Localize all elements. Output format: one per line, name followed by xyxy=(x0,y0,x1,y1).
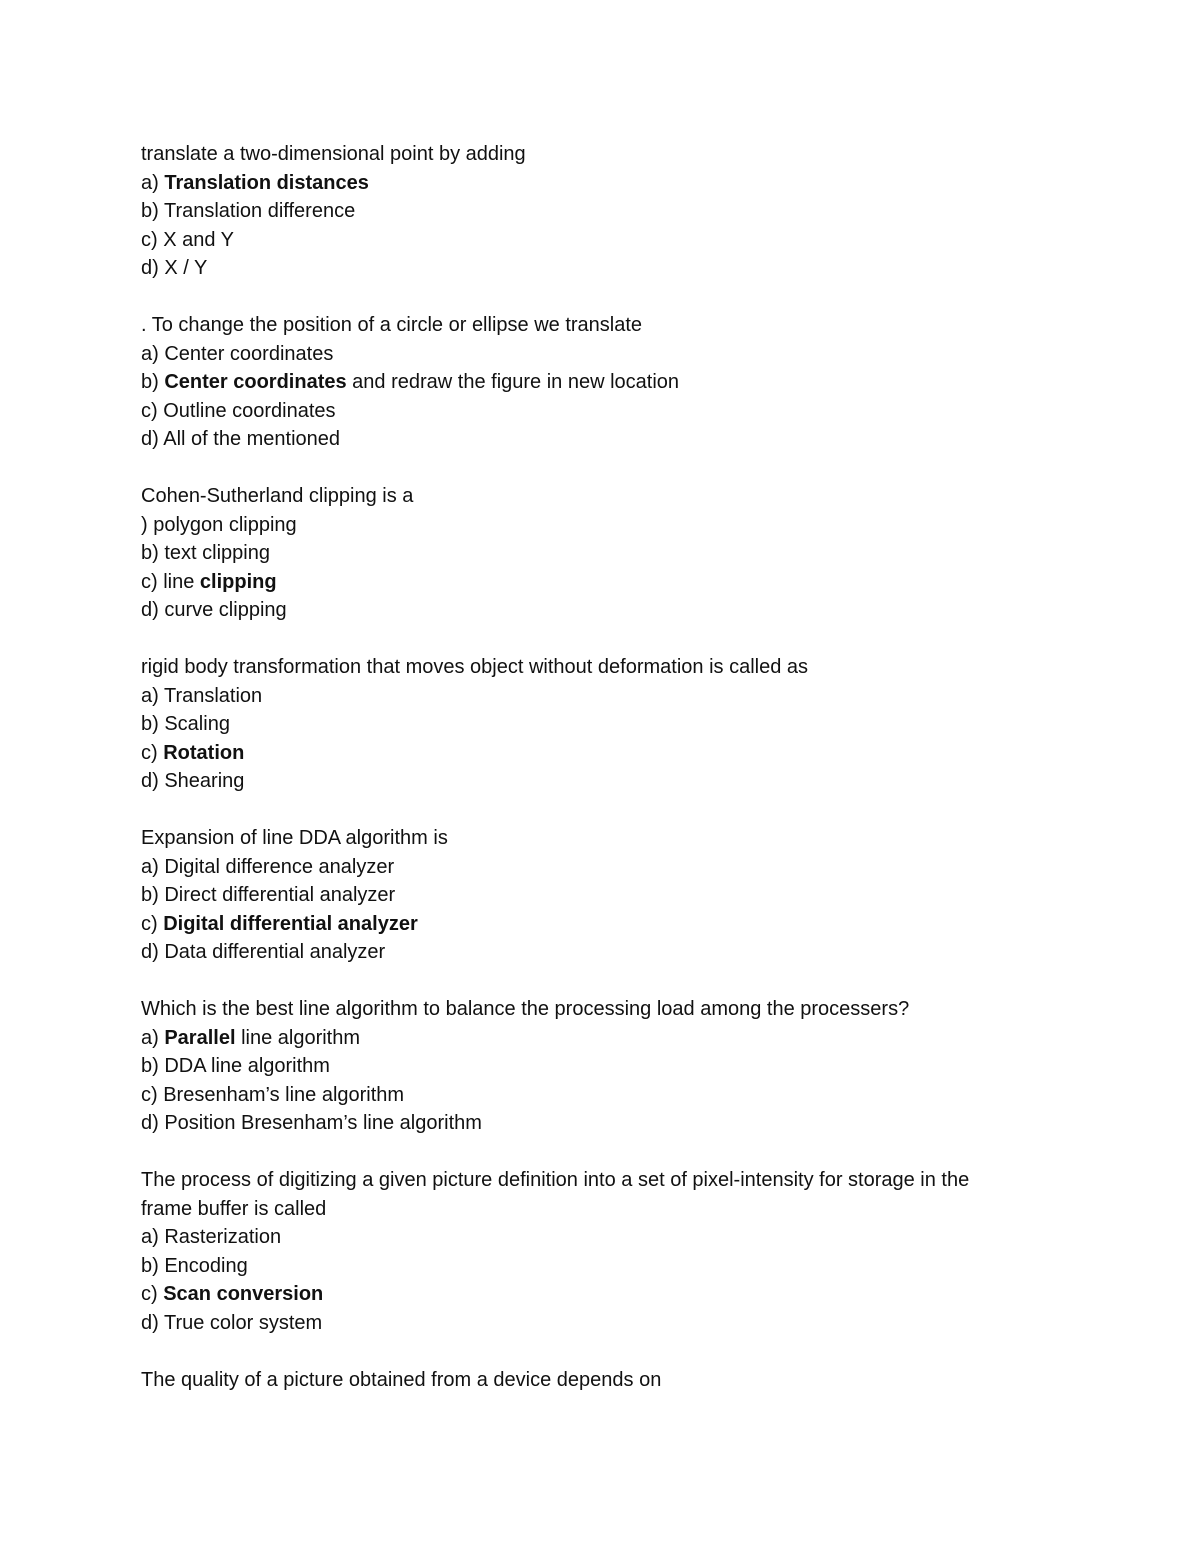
option-prefix: d) xyxy=(141,941,165,963)
option-prefix: b) xyxy=(141,542,165,564)
option-answer-bold: Translation distances xyxy=(164,171,369,194)
option-prefix: ) xyxy=(141,513,154,536)
option-d xyxy=(141,1309,1061,1338)
option-prefix: c) xyxy=(141,1083,164,1106)
option-b xyxy=(141,1052,1061,1081)
option-prefix: c) line xyxy=(141,570,200,593)
option-prefix: d) xyxy=(141,428,164,450)
option-text: Shearing xyxy=(164,770,245,792)
option-answer-bold: Scan conversion xyxy=(163,1283,324,1305)
option-text: Digital difference analyzer xyxy=(164,855,395,878)
option-text: Center coordinates xyxy=(164,342,334,365)
option-c xyxy=(141,226,1061,255)
option-prefix: a) xyxy=(141,171,165,194)
option-c xyxy=(141,739,1061,768)
option-prefix: b) xyxy=(141,884,165,906)
option-prefix: a) xyxy=(141,855,165,878)
question-text: rigid body transformation that moves object without deformation is called as xyxy=(141,656,809,678)
option-prefix: b) xyxy=(141,713,165,735)
option-c xyxy=(141,910,1061,939)
option-prefix: c) xyxy=(141,912,164,935)
option-text: X / Y xyxy=(164,257,208,279)
option-prefix: a) xyxy=(141,342,165,365)
option-text: Bresenham’s line algorithm xyxy=(163,1083,405,1106)
option-text: and redraw the figure in new location xyxy=(346,371,680,393)
option-text: True color system xyxy=(163,1311,323,1334)
option-text: polygon clipping xyxy=(153,513,297,536)
option-prefix: c) xyxy=(141,1283,164,1305)
question-text: Cohen-Sutherland clipping is a xyxy=(141,485,414,507)
question-text: The quality of a picture obtained from a device depends on xyxy=(141,1368,662,1391)
option-prefix: b) xyxy=(141,1055,165,1077)
option-b xyxy=(141,197,1061,226)
option-prefix: d) xyxy=(141,599,165,621)
option-prefix: c) xyxy=(141,741,164,764)
option-text: curve clipping xyxy=(164,599,287,621)
option-a xyxy=(141,1223,1061,1252)
option-answer-bold: Rotation xyxy=(163,741,245,764)
option-text: X and Y xyxy=(163,228,235,251)
option-text: line algorithm xyxy=(235,1026,361,1049)
option-a xyxy=(141,1024,1061,1053)
option-a xyxy=(141,682,1061,711)
question-1 xyxy=(141,140,1061,283)
option-a xyxy=(141,340,1061,369)
option-c xyxy=(141,568,1061,597)
option-a xyxy=(141,853,1061,882)
option-prefix: a) xyxy=(141,684,164,707)
option-prefix: d) xyxy=(141,770,165,792)
option-prefix: c) xyxy=(141,228,164,251)
option-a xyxy=(141,511,1061,540)
option-d xyxy=(141,1109,1061,1138)
option-b xyxy=(141,710,1061,739)
option-answer-bold: Center coordinates xyxy=(164,371,347,393)
option-answer-bold: clipping xyxy=(199,570,277,593)
option-prefix: d) xyxy=(141,1112,165,1134)
question-3 xyxy=(141,482,1061,625)
option-d xyxy=(141,596,1061,625)
option-prefix: b) xyxy=(141,200,164,222)
option-text: Scaling xyxy=(164,713,230,735)
question-text-line-1: The process of digitizing a given picture definition into a set of pixel-intensity for storage in the xyxy=(141,1169,970,1191)
question-2 xyxy=(141,311,1061,454)
option-answer-bold: Digital differential analyzer xyxy=(163,912,418,935)
option-text: Position Bresenham’s line algorithm xyxy=(164,1112,482,1134)
option-prefix: b) xyxy=(141,1254,165,1277)
option-b xyxy=(141,368,1061,397)
option-text: Direct differential analyzer xyxy=(164,884,396,906)
option-text: Translation difference xyxy=(163,200,356,222)
option-d xyxy=(141,767,1061,796)
option-b xyxy=(141,881,1061,910)
option-prefix: a) xyxy=(141,1026,165,1049)
question-4 xyxy=(141,653,1061,796)
option-text: All of the mentioned xyxy=(163,428,341,450)
option-prefix: d) xyxy=(141,1311,164,1334)
option-text: Data differential analyzer xyxy=(164,941,386,963)
option-d xyxy=(141,938,1061,967)
document-page xyxy=(141,140,1061,1423)
option-text: Rasterization xyxy=(164,1226,282,1248)
question-text: Which is the best line algorithm to balance the processing load among the processers? xyxy=(141,998,910,1020)
question-5 xyxy=(141,824,1061,967)
option-prefix: b) xyxy=(141,371,165,393)
option-answer-bold: Parallel xyxy=(164,1026,236,1049)
option-prefix: d) xyxy=(141,257,165,279)
option-d xyxy=(141,425,1061,454)
option-c xyxy=(141,1081,1061,1110)
question-7 xyxy=(141,1166,1061,1337)
question-text: Expansion of line DDA algorithm is xyxy=(141,827,448,849)
option-b xyxy=(141,539,1061,568)
question-6 xyxy=(141,995,1061,1138)
question-text: . To change the position of a circle or ellipse we translate xyxy=(141,314,643,336)
option-prefix: c) xyxy=(141,399,164,422)
option-a xyxy=(141,169,1061,198)
question-8 xyxy=(141,1366,1061,1395)
option-text: text clipping xyxy=(164,542,270,564)
option-text: Encoding xyxy=(164,1254,248,1277)
option-c xyxy=(141,397,1061,426)
option-prefix: a) xyxy=(141,1226,165,1248)
option-d xyxy=(141,254,1061,283)
option-text: DDA line algorithm xyxy=(164,1055,330,1077)
option-c xyxy=(141,1280,1061,1309)
option-text: Outline coordinates xyxy=(163,399,336,422)
question-text-line-2: frame buffer is called xyxy=(141,1197,327,1220)
option-text: Translation xyxy=(163,684,263,707)
option-b xyxy=(141,1252,1061,1281)
question-text: translate a two-dimensional point by adding xyxy=(141,143,526,165)
